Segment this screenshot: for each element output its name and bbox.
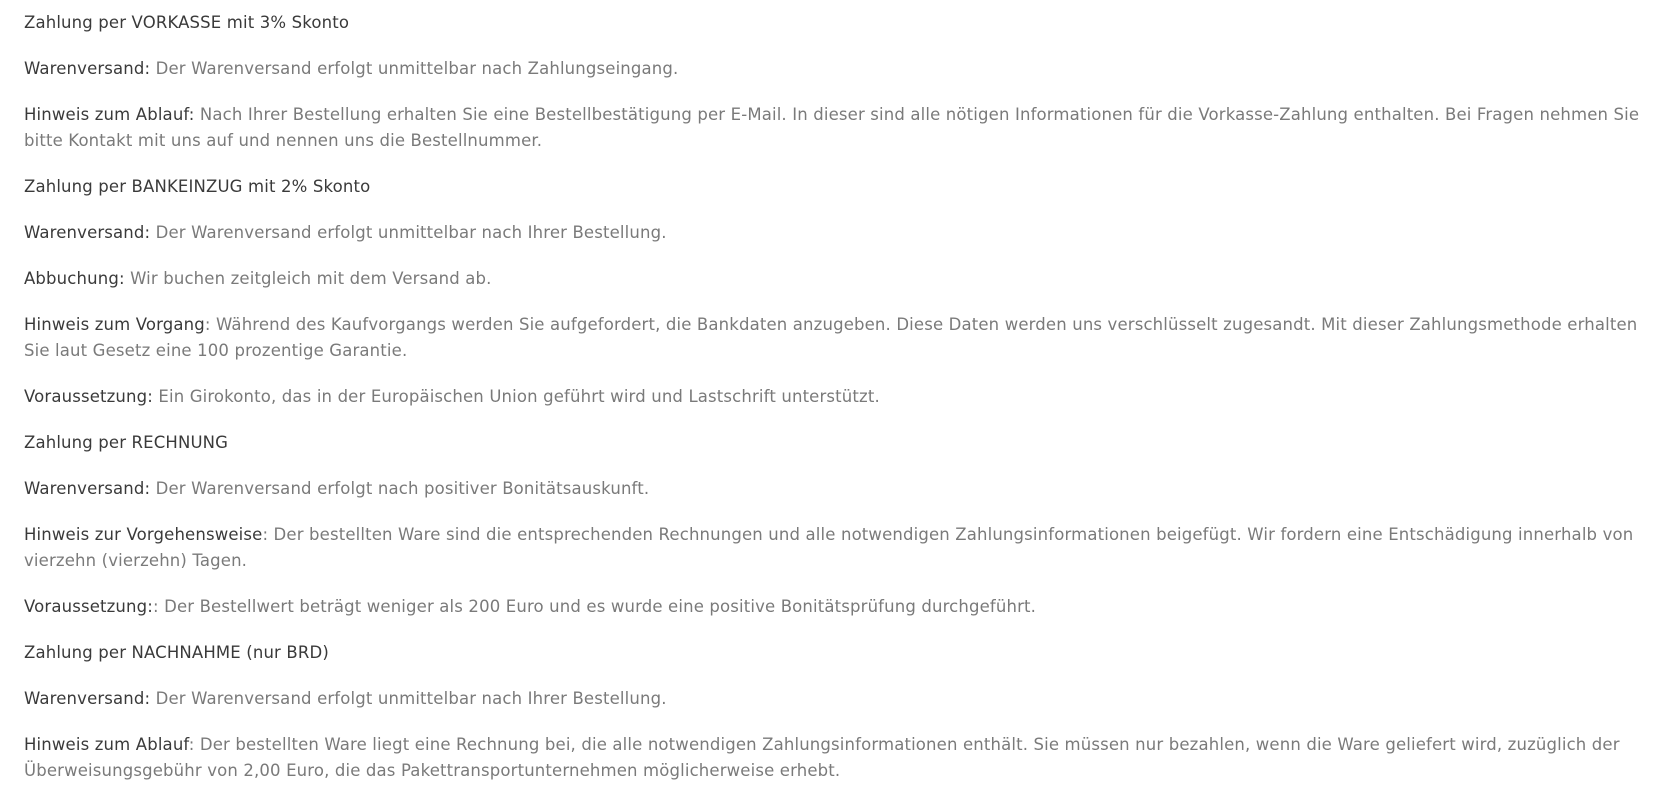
info-label: Warenversand: [24,479,151,498]
info-paragraph [24,312,1652,364]
info-label: Hinweis zur Vorgehensweise [24,525,263,544]
info-text: Der Warenversand erfolgt unmittelbar nach Ihrer Bestellung. [150,689,667,708]
info-text: Der Warenversand erfolgt unmittelbar nach Zahlungseingang. [150,59,679,78]
info-text: Wir buchen zeitgleich mit dem Versand ab. [124,269,492,288]
info-label: Voraussetzung: [24,597,153,616]
info-label: Voraussetzung: [24,387,153,406]
info-paragraph [24,56,1652,82]
info-text: : Der bestellten Ware liegt eine Rechnung bei, die alle notwendigen Zahlungsinformationen enthält. Sie müssen nur bezahlen, wenn die Ware geliefert wird, zuzüglich der Überweisungsgebühr von 2,00 Euro, die das Pakettransportunternehmen möglicherweise erhebt. [24,735,1620,780]
info-label: Hinweis zum Ablauf: [24,105,195,124]
info-paragraph [24,266,1652,292]
info-label: Warenversand: [24,689,151,708]
info-paragraph [24,220,1652,246]
info-paragraph [24,732,1652,784]
section-heading-vorkasse: Zahlung per VORKASSE mit 3% Skonto [24,13,350,32]
info-paragraph [24,522,1652,574]
info-label: Warenversand: [24,59,151,78]
info-text: Der Warenversand erfolgt nach positiver Bonitätsauskunft. [150,479,650,498]
info-paragraph [24,476,1652,502]
info-text: Der Warenversand erfolgt unmittelbar nach Ihrer Bestellung. [150,223,667,242]
info-label: Abbuchung: [24,269,125,288]
info-text: : Während des Kaufvorgangs werden Sie aufgefordert, die Bankdaten anzugeben. Diese Daten werden uns verschlüsselt zugesandt. Mit dieser Zahlungsmethode erhalten Sie laut Gesetz eine 100 prozentige Garantie. [24,315,1638,360]
info-paragraph [24,686,1652,712]
info-paragraph [24,594,1652,620]
info-label: Hinweis zum Vorgang [24,315,205,334]
section-heading-bankeinzug: Zahlung per BANKEINZUG mit 2% Skonto [24,177,371,196]
info-paragraph [24,102,1652,154]
info-text: : Der bestellten Ware sind die entsprechenden Rechnungen und alle notwendigen Zahlungsinformationen beigefügt. Wir fordern eine Entschädigung innerhalb von vierzehn (vierzehn) Tagen. [24,525,1634,570]
info-text: Nach Ihrer Bestellung erhalten Sie eine Bestellbestätigung per E-Mail. In dieser sind alle nötigen Informationen für die Vorkasse-Zahlung enthalten. Bei Fragen nehmen Sie bitte Kontakt mit uns auf und nennen uns die Bestellnummer. [24,105,1640,150]
section-heading-rechnung: Zahlung per RECHNUNG [24,433,229,452]
info-text: : Der Bestellwert beträgt weniger als 200 Euro und es wurde eine positive Bonitätsprüfung durchgeführt. [152,597,1037,616]
info-text: Ein Girokonto, das in der Europäischen Union geführt wird und Lastschrift unterstützt. [152,387,880,406]
info-label: Hinweis zum Ablauf [24,735,189,754]
info-paragraph [24,384,1652,410]
section-heading-nachnahme: Zahlung per NACHNAHME (nur BRD) [24,643,329,662]
info-label: Warenversand: [24,223,151,242]
